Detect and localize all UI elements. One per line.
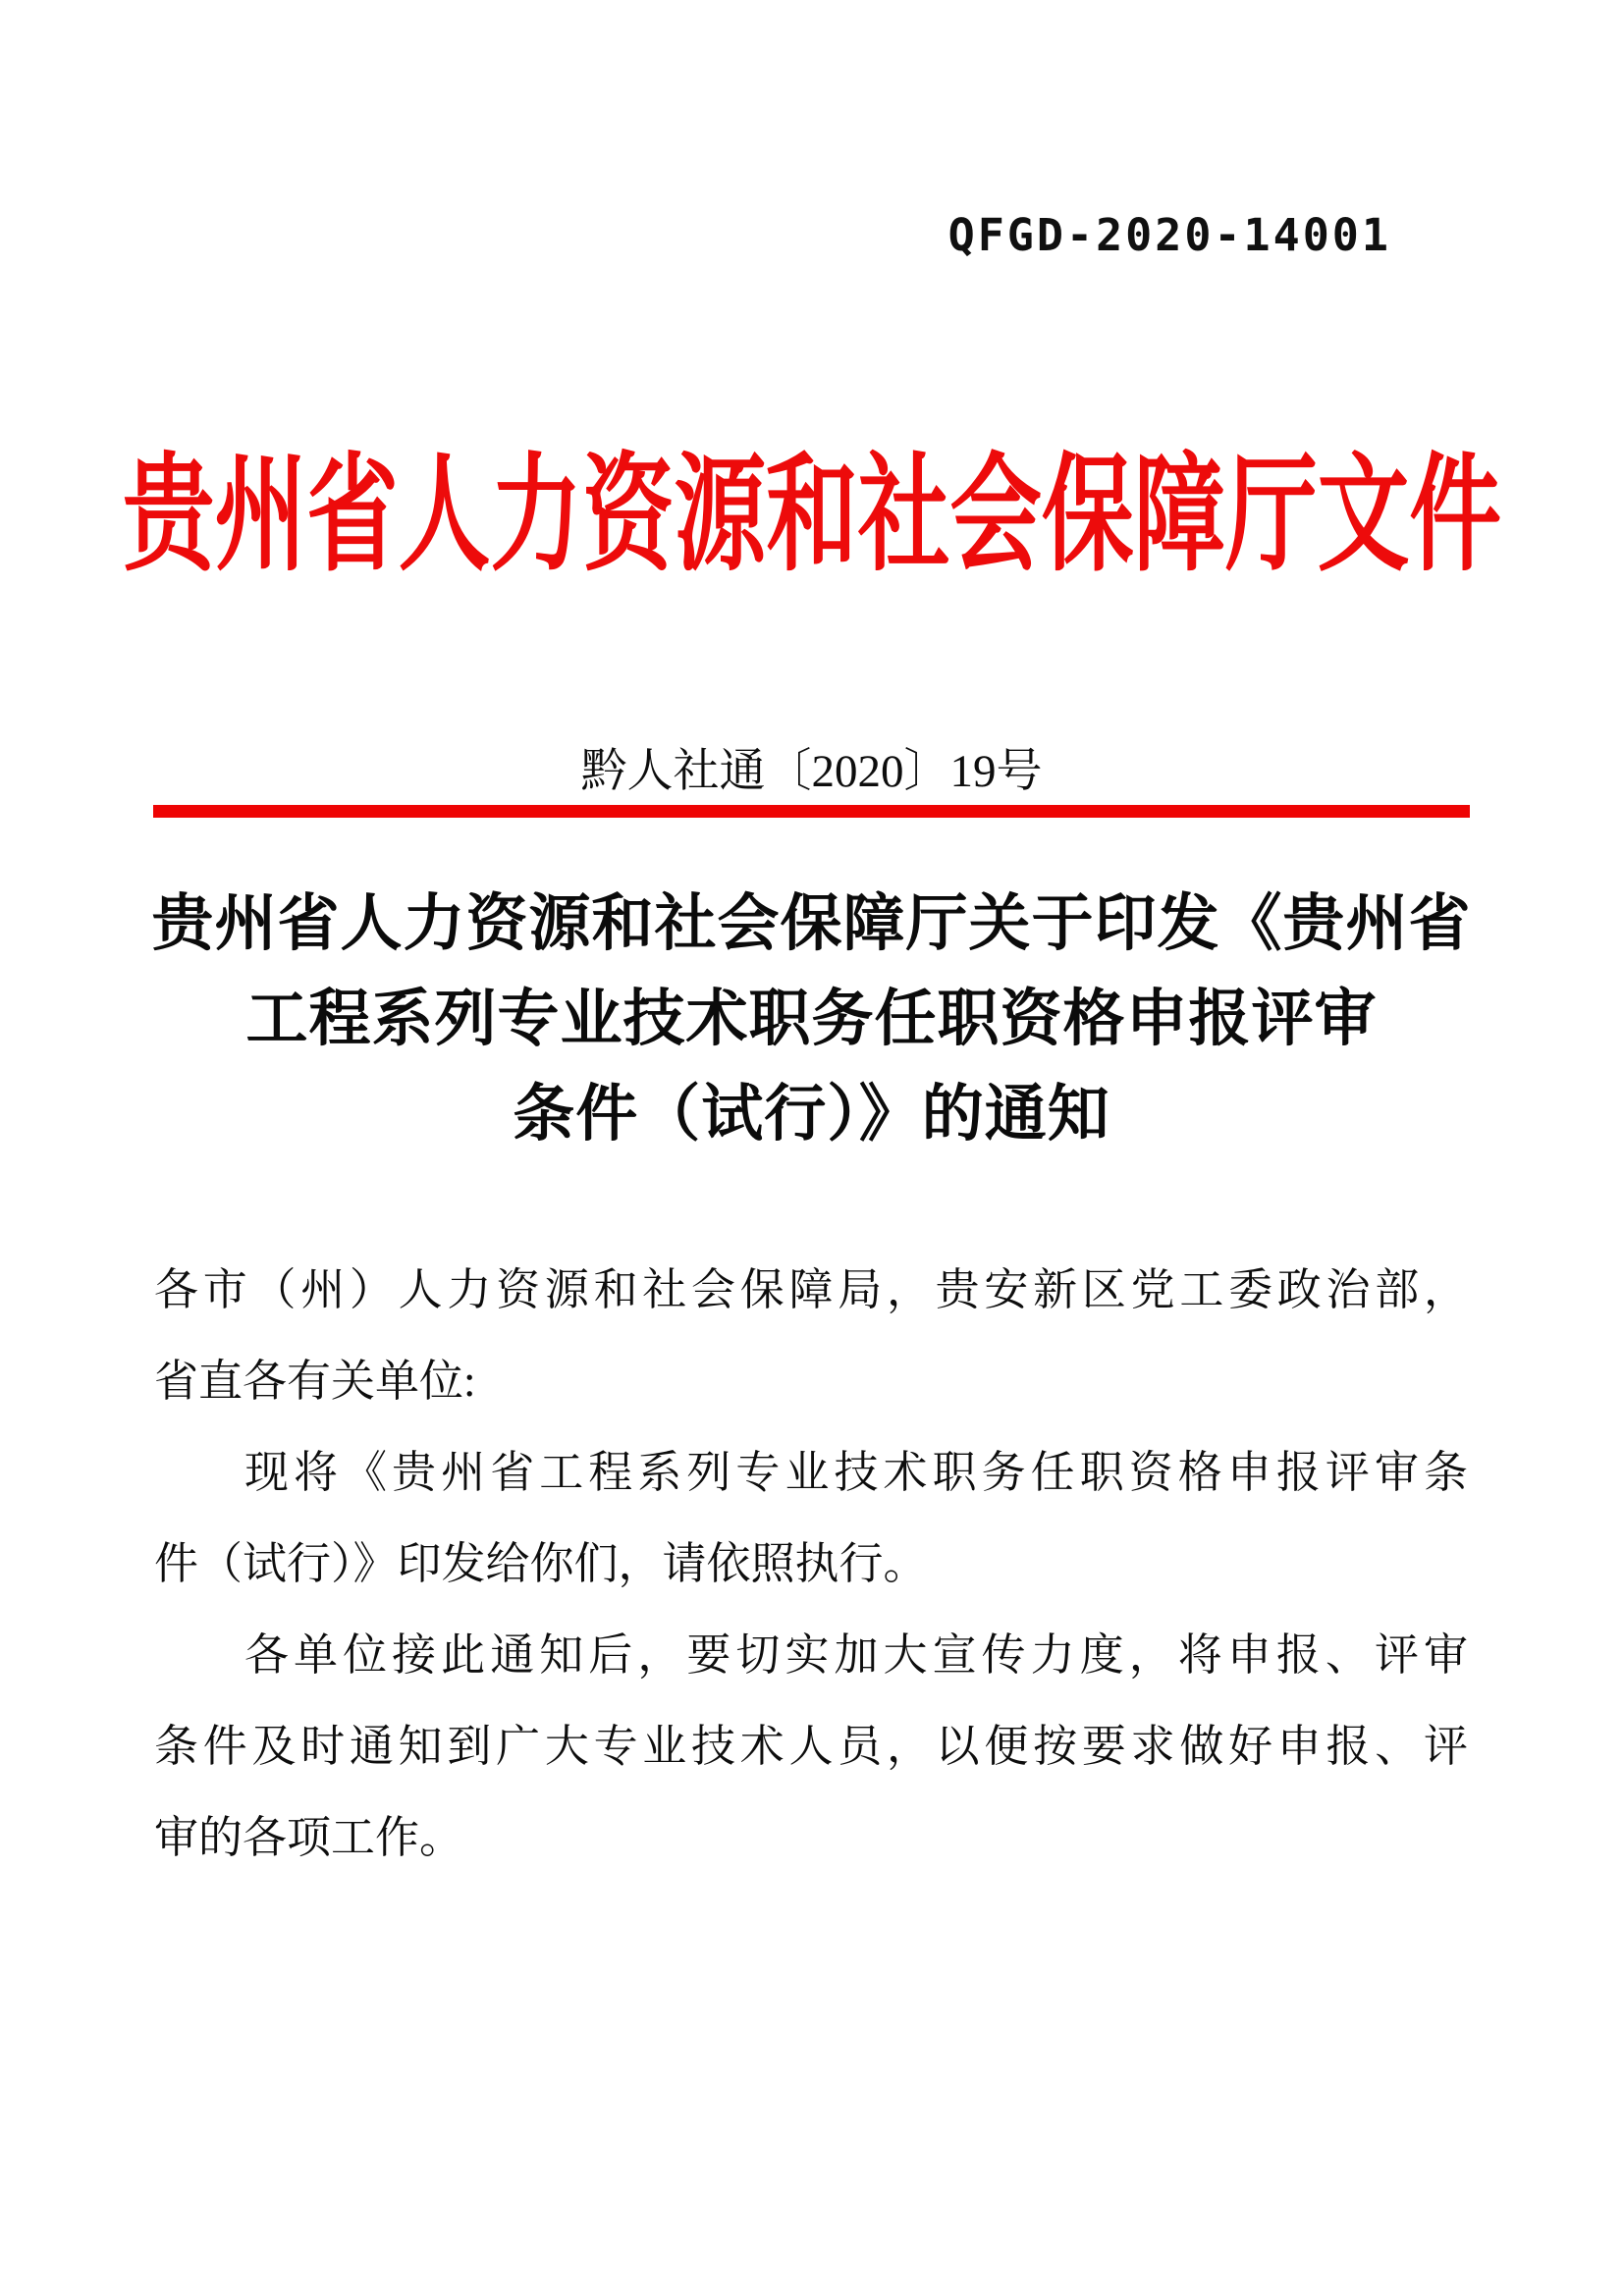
document-body	[154, 1245, 1468, 1884]
issue-number: 黔人社通〔2020〕19号	[580, 746, 1043, 797]
document-title-line-2: 工程系列专业技术职务任职资格申报评审	[245, 985, 1378, 1053]
salutation-line-1: 各市（州）人力资源和社会保障局，贵安新区党工委政治部，	[154, 1265, 1468, 1314]
paragraph-2-line-2: 条件及时通知到广大专业技术人员，以便按要求做好申报、评	[154, 1722, 1468, 1771]
document-title-line-3: 条件（试行）》的通知	[513, 1080, 1110, 1148]
paragraph-1-line-1: 现将《贵州省工程系列专业技术职务任职资格申报评审条	[244, 1448, 1468, 1497]
document-code: QFGD-2020-14001	[947, 209, 1391, 261]
masthead-title: 贵州省人力资源和社会保障厅文件	[122, 446, 1501, 587]
body-paragraph-2	[154, 1610, 1468, 1884]
body-paragraph-1	[154, 1427, 1468, 1610]
paragraph-2-line-3: 审的各项工作。	[154, 1813, 464, 1862]
salutation-paragraph	[154, 1245, 1468, 1427]
salutation-line-2: 省直各有关单位:	[154, 1357, 476, 1406]
document-title-line-1: 贵州省人力资源和社会保障厅关于印发《贵州省	[151, 889, 1472, 958]
red-separator-rule	[153, 805, 1470, 818]
document-title	[0, 877, 1623, 1162]
paragraph-1-line-2: 件（试行）》印发给你们，请依照执行。	[154, 1539, 928, 1588]
paragraph-2-line-1: 各单位接此通知后，要切实加大宣传力度，将申报、评审	[244, 1630, 1468, 1680]
